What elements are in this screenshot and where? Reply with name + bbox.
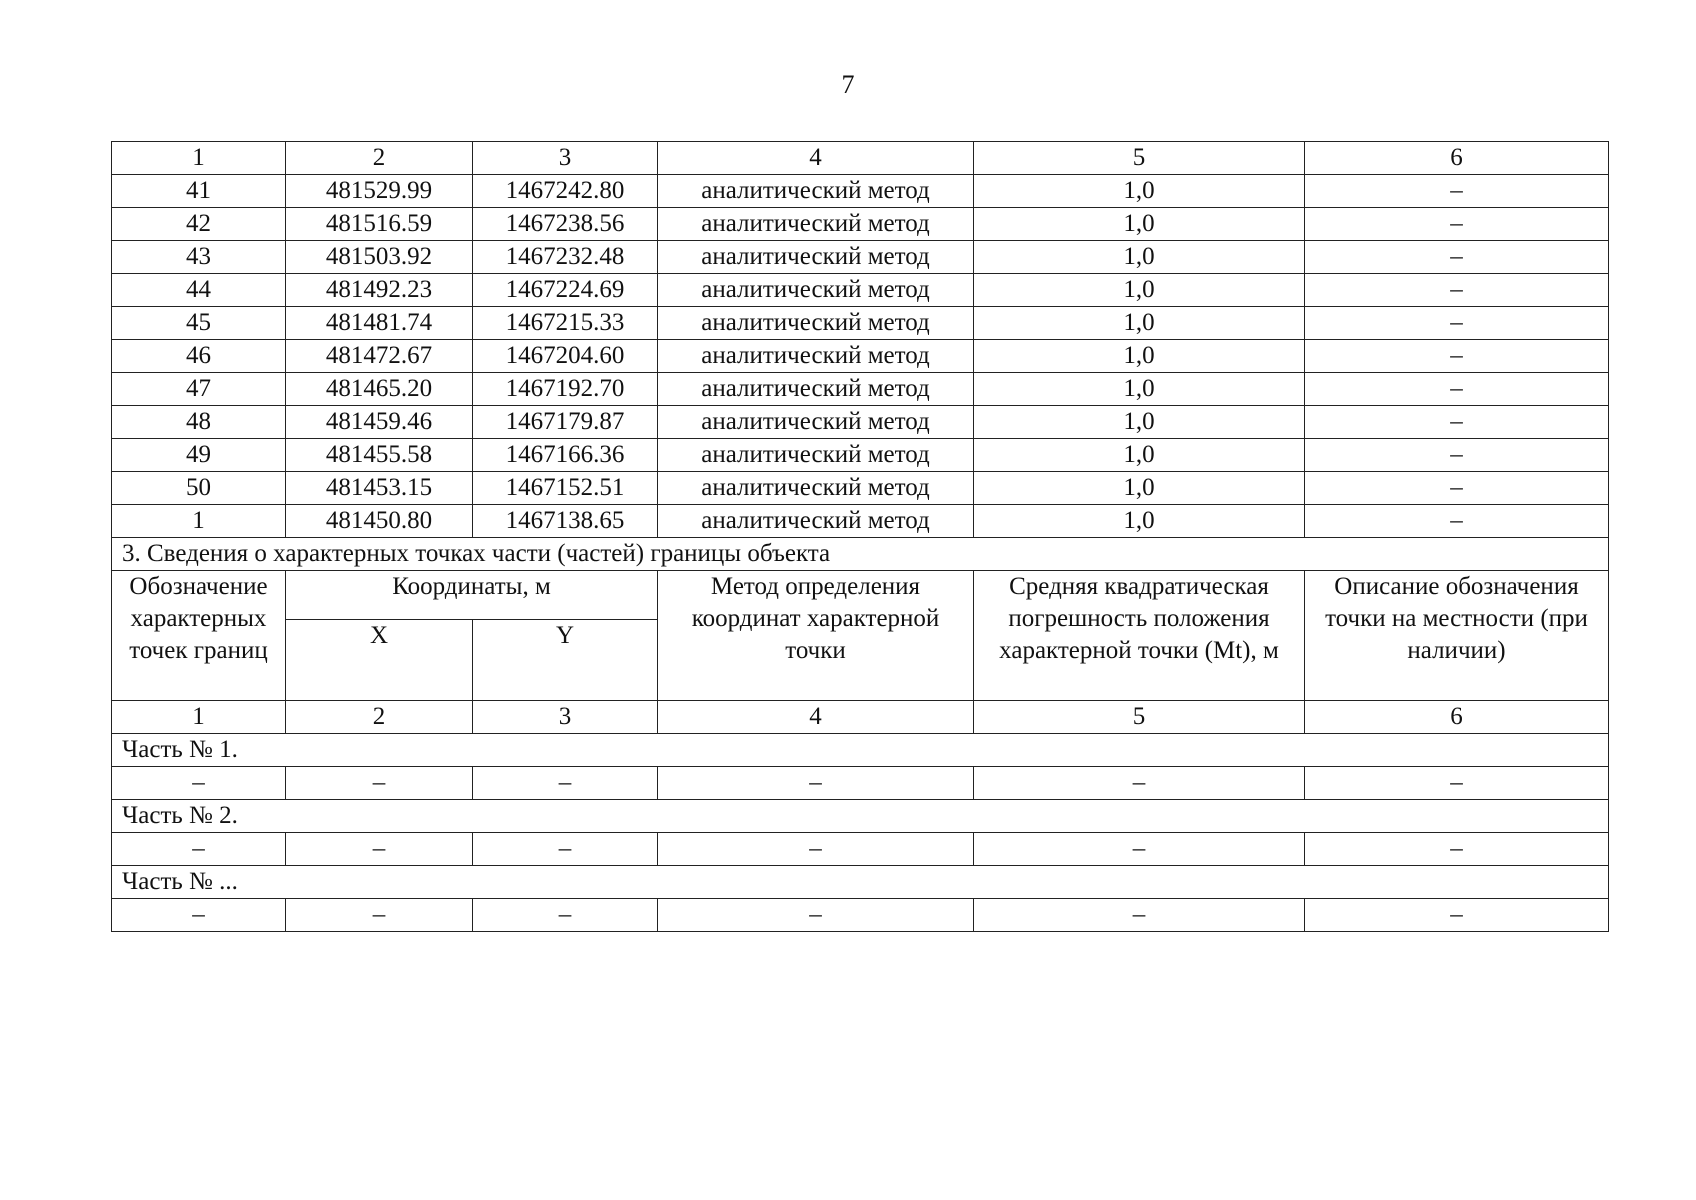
coord-y: 1467242.80 bbox=[473, 175, 658, 208]
coord-y: 1467215.33 bbox=[473, 307, 658, 340]
coord-x: 481459.46 bbox=[286, 406, 473, 439]
header-description: Описание обозначения точки на местности (при наличии) bbox=[1305, 571, 1609, 701]
column-number: 5 bbox=[974, 701, 1305, 734]
coord-x: 481455.58 bbox=[286, 439, 473, 472]
column-number: 6 bbox=[1305, 142, 1609, 175]
point-number: 45 bbox=[112, 307, 286, 340]
description: – bbox=[1305, 406, 1609, 439]
coord-y: 1467138.65 bbox=[473, 505, 658, 538]
cell: – bbox=[658, 767, 974, 800]
table-row bbox=[112, 340, 1609, 373]
coord-x: 481516.59 bbox=[286, 208, 473, 241]
header-method: Метод определения координат характерной точки bbox=[658, 571, 974, 701]
method: аналитический метод bbox=[658, 340, 974, 373]
table-row bbox=[112, 767, 1609, 800]
header-coordinates: Координаты, м bbox=[286, 571, 658, 620]
mt-error: 1,0 bbox=[974, 241, 1305, 274]
method: аналитический метод bbox=[658, 175, 974, 208]
column-number: 5 bbox=[974, 142, 1305, 175]
page-number: 7 bbox=[841, 70, 855, 99]
description: – bbox=[1305, 472, 1609, 505]
method: аналитический метод bbox=[658, 505, 974, 538]
table-row bbox=[112, 307, 1609, 340]
part-label: Часть № 2. bbox=[112, 800, 1609, 833]
mt-error: 1,0 bbox=[974, 439, 1305, 472]
point-number: 48 bbox=[112, 406, 286, 439]
point-number: 42 bbox=[112, 208, 286, 241]
column-number: 3 bbox=[473, 701, 658, 734]
mt-error: 1,0 bbox=[974, 175, 1305, 208]
coord-x: 481465.20 bbox=[286, 373, 473, 406]
method: аналитический метод bbox=[658, 274, 974, 307]
coord-y: 1467232.48 bbox=[473, 241, 658, 274]
cell: – bbox=[974, 833, 1305, 866]
column-number: 2 bbox=[286, 142, 473, 175]
cell: – bbox=[473, 899, 658, 932]
cell: – bbox=[1305, 833, 1609, 866]
method: аналитический метод bbox=[658, 373, 974, 406]
coord-y: 1467166.36 bbox=[473, 439, 658, 472]
table-row bbox=[112, 406, 1609, 439]
table-row bbox=[112, 241, 1609, 274]
section-title: 3. Сведения о характерных точках части (частей) границы объекта bbox=[112, 538, 1609, 571]
point-number: 47 bbox=[112, 373, 286, 406]
cell: – bbox=[1305, 899, 1609, 932]
coord-y: 1467152.51 bbox=[473, 472, 658, 505]
point-number: 43 bbox=[112, 241, 286, 274]
description: – bbox=[1305, 307, 1609, 340]
mt-error: 1,0 bbox=[974, 307, 1305, 340]
mt-error: 1,0 bbox=[974, 208, 1305, 241]
cell: – bbox=[1305, 767, 1609, 800]
method: аналитический метод bbox=[658, 472, 974, 505]
cell: – bbox=[974, 767, 1305, 800]
column-number-row bbox=[112, 701, 1609, 734]
mt-error: 1,0 bbox=[974, 373, 1305, 406]
header-x: X bbox=[286, 620, 473, 701]
point-number: 49 bbox=[112, 439, 286, 472]
mt-error: 1,0 bbox=[974, 505, 1305, 538]
method: аналитический метод bbox=[658, 406, 974, 439]
cell: – bbox=[658, 833, 974, 866]
point-number: 1 bbox=[112, 505, 286, 538]
column-number: 1 bbox=[112, 701, 286, 734]
header-y: Y bbox=[473, 620, 658, 701]
point-number: 44 bbox=[112, 274, 286, 307]
table-row bbox=[112, 899, 1609, 932]
method: аналитический метод bbox=[658, 439, 974, 472]
cell: – bbox=[112, 899, 286, 932]
part-label-row bbox=[112, 734, 1609, 767]
point-number: 41 bbox=[112, 175, 286, 208]
table-row bbox=[112, 833, 1609, 866]
part-label-row bbox=[112, 866, 1609, 899]
method: аналитический метод bbox=[658, 208, 974, 241]
cell: – bbox=[473, 767, 658, 800]
column-number: 6 bbox=[1305, 701, 1609, 734]
boundary-points-table bbox=[111, 141, 1609, 932]
mt-error: 1,0 bbox=[974, 472, 1305, 505]
method: аналитический метод bbox=[658, 241, 974, 274]
description: – bbox=[1305, 241, 1609, 274]
point-number: 50 bbox=[112, 472, 286, 505]
header-row bbox=[112, 571, 1609, 620]
coord-y: 1467224.69 bbox=[473, 274, 658, 307]
coord-y: 1467192.70 bbox=[473, 373, 658, 406]
table-row bbox=[112, 175, 1609, 208]
part-label: Часть № 1. bbox=[112, 734, 1609, 767]
description: – bbox=[1305, 505, 1609, 538]
coord-y: 1467179.87 bbox=[473, 406, 658, 439]
description: – bbox=[1305, 340, 1609, 373]
cell: – bbox=[473, 833, 658, 866]
coord-x: 481450.80 bbox=[286, 505, 473, 538]
description: – bbox=[1305, 373, 1609, 406]
part-label: Часть № ... bbox=[112, 866, 1609, 899]
coord-x: 481492.23 bbox=[286, 274, 473, 307]
coord-y: 1467204.60 bbox=[473, 340, 658, 373]
description: – bbox=[1305, 274, 1609, 307]
method: аналитический метод bbox=[658, 307, 974, 340]
column-number: 1 bbox=[112, 142, 286, 175]
description: – bbox=[1305, 208, 1609, 241]
coord-x: 481453.15 bbox=[286, 472, 473, 505]
cell: – bbox=[286, 767, 473, 800]
coord-x: 481472.67 bbox=[286, 340, 473, 373]
point-number: 46 bbox=[112, 340, 286, 373]
mt-error: 1,0 bbox=[974, 340, 1305, 373]
cell: – bbox=[112, 833, 286, 866]
table-row bbox=[112, 472, 1609, 505]
table-row bbox=[112, 274, 1609, 307]
cell: – bbox=[112, 767, 286, 800]
mt-error: 1,0 bbox=[974, 274, 1305, 307]
table-row bbox=[112, 208, 1609, 241]
column-number: 4 bbox=[658, 701, 974, 734]
table-row bbox=[112, 505, 1609, 538]
section-title-row bbox=[112, 538, 1609, 571]
cell: – bbox=[286, 899, 473, 932]
coord-x: 481503.92 bbox=[286, 241, 473, 274]
table-row bbox=[112, 439, 1609, 472]
coord-x: 481481.74 bbox=[286, 307, 473, 340]
part-label-row bbox=[112, 800, 1609, 833]
description: – bbox=[1305, 439, 1609, 472]
table-row bbox=[112, 373, 1609, 406]
column-number: 3 bbox=[473, 142, 658, 175]
column-number: 4 bbox=[658, 142, 974, 175]
column-number-row bbox=[112, 142, 1609, 175]
header-error: Средняя квадратическая погрешность положения характерной точки (Mt), м bbox=[974, 571, 1305, 701]
cell: – bbox=[286, 833, 473, 866]
coord-x: 481529.99 bbox=[286, 175, 473, 208]
mt-error: 1,0 bbox=[974, 406, 1305, 439]
header-designation: Обозначение характерных точек границ bbox=[112, 571, 286, 701]
cell: – bbox=[974, 899, 1305, 932]
coord-y: 1467238.56 bbox=[473, 208, 658, 241]
cell: – bbox=[658, 899, 974, 932]
column-number: 2 bbox=[286, 701, 473, 734]
description: – bbox=[1305, 175, 1609, 208]
